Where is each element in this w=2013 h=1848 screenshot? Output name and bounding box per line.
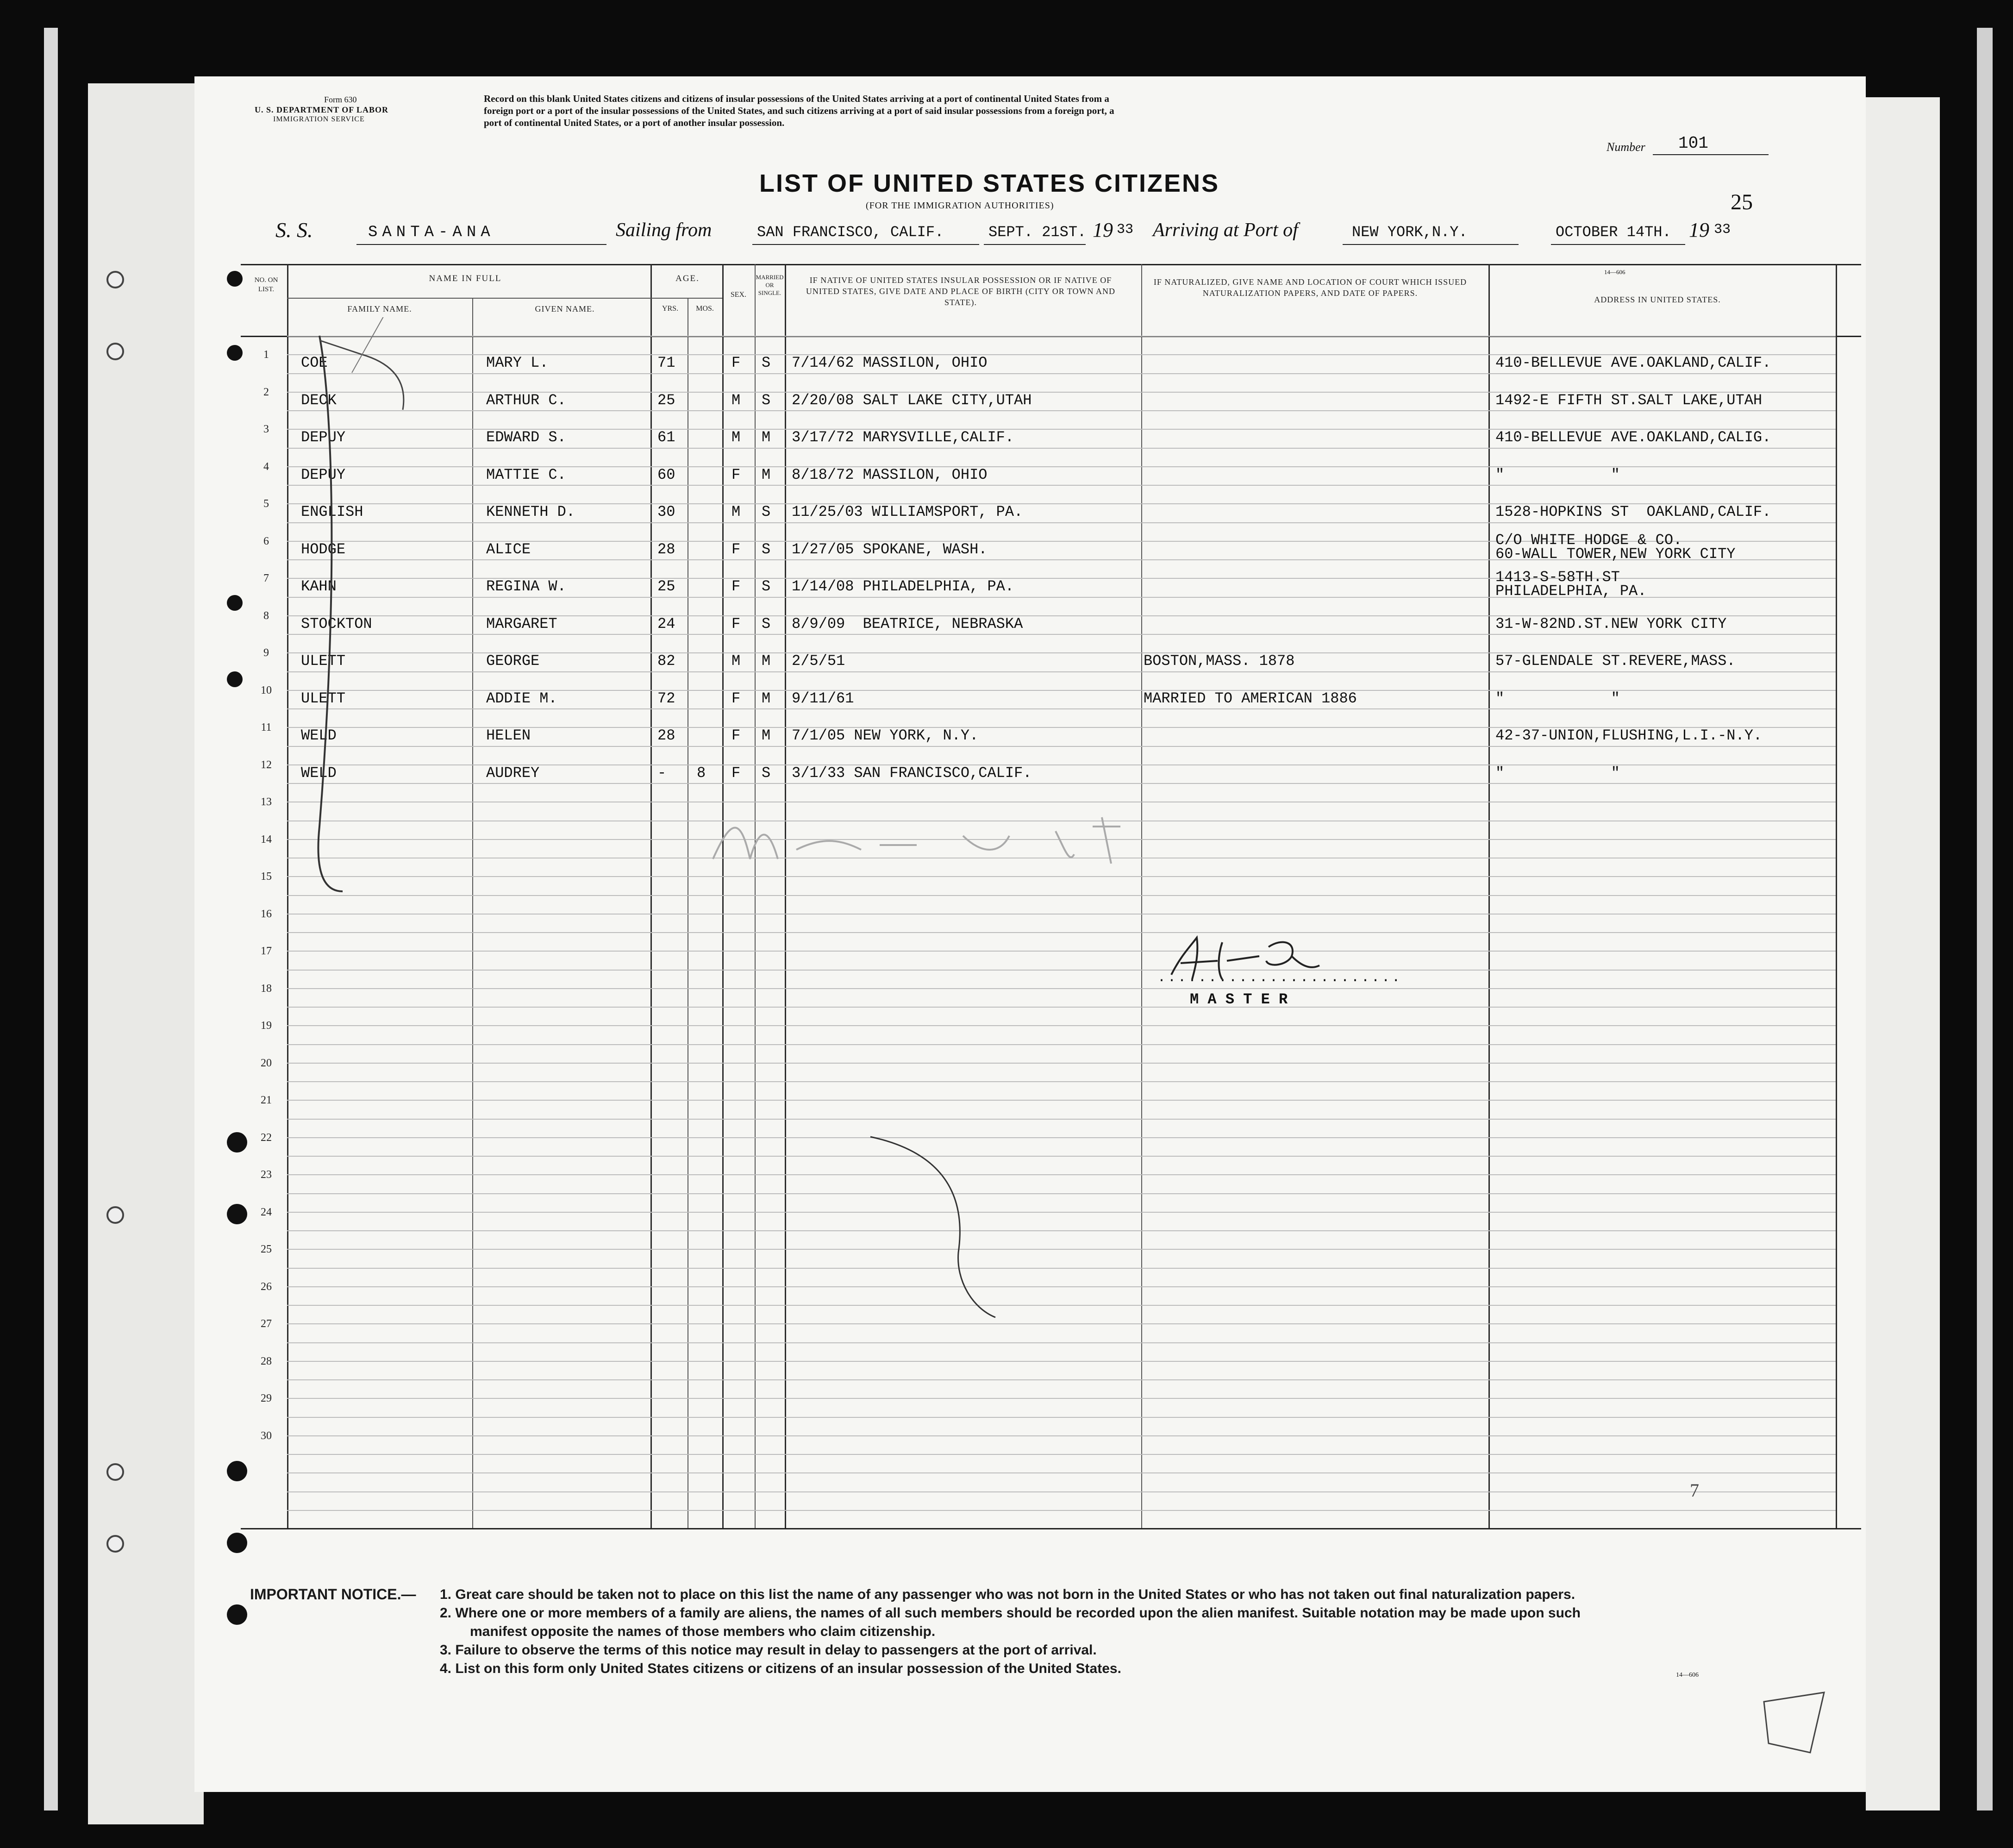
age-subhead-rule: [650, 298, 722, 299]
given-name-cell: ADDIE M.: [486, 689, 557, 707]
marital-status-cell: S: [762, 391, 771, 409]
binder-hole: [106, 343, 124, 360]
ruled-line: [287, 373, 1836, 374]
given-name-cell: KENNETH D.: [486, 503, 575, 520]
ruled-line: [287, 1454, 1836, 1455]
address-cell-line-2: 60-WALL TOWER,NEW YORK CITY: [1495, 545, 1736, 563]
naturalization-cell: MARRIED TO AMERICAN 1886: [1144, 689, 1357, 707]
ruled-line: [287, 671, 1836, 672]
family-name-cell: DECK: [301, 391, 337, 409]
sex-cell: F: [731, 354, 741, 371]
sex-cell: F: [731, 689, 741, 707]
given-name-cell: MARGARET: [486, 615, 557, 633]
marital-status-cell: M: [762, 429, 771, 446]
ruled-line: [287, 1323, 1836, 1324]
arrival-date: OCTOBER 14TH.: [1556, 224, 1671, 241]
form-sheet: [194, 76, 1866, 1792]
birth-date-place-cell: 7/1/05 NEW YORK, N.Y.: [792, 727, 979, 744]
age-years-cell: 72: [657, 689, 675, 707]
given-name-cell: HELEN: [486, 727, 531, 744]
signature-dots: ........................: [1157, 970, 1402, 986]
row-number: 26: [261, 1280, 272, 1293]
col-rule: [1836, 264, 1837, 1528]
marital-status-cell: S: [762, 764, 771, 782]
given-name-cell: EDWARD S.: [486, 429, 566, 446]
birth-date-place-cell: 9/11/61: [792, 689, 854, 707]
sailing-date-underline: [984, 244, 1086, 245]
punch-hole: [227, 1604, 247, 1625]
row-number: 9: [263, 647, 269, 659]
family-name-cell: KAHN: [301, 578, 337, 595]
birth-date-place-cell: 3/17/72 MARYSVILLE,CALIF.: [792, 429, 1014, 446]
ruled-line: [287, 1510, 1836, 1511]
year-prefix-2: 19: [1689, 219, 1709, 241]
row-number: 17: [261, 945, 272, 957]
ruled-line: [287, 1063, 1836, 1064]
row-number: 15: [261, 871, 272, 883]
age-years-cell: 24: [657, 615, 675, 633]
binder-hole: [106, 271, 124, 288]
port-underline: [1343, 244, 1519, 245]
marital-status-cell: M: [762, 466, 771, 483]
arriving-label: Arriving at Port of: [1153, 219, 1298, 241]
given-name-cell: ARTHUR C.: [486, 391, 566, 409]
age-years-cell: 82: [657, 652, 675, 670]
col-header-sex: SEX.: [730, 291, 747, 299]
col-header-age: AGE.: [675, 274, 700, 283]
margin-mark: 7: [1690, 1480, 1699, 1501]
ruled-line: [287, 1007, 1836, 1008]
marital-status-cell: S: [762, 354, 771, 371]
table-top-rule: [241, 264, 1861, 265]
sailing-year: 33: [1117, 222, 1134, 238]
ship-name: SANTA-ANA: [368, 224, 495, 241]
given-name-cell: AUDREY: [486, 764, 540, 782]
row-number: 13: [261, 796, 272, 808]
family-name-cell: DEPUY: [301, 429, 346, 446]
birth-date-place-cell: 1/27/05 SPOKANE, WASH.: [792, 540, 988, 558]
number-underline: [1653, 154, 1769, 155]
notice-item-4: 4. List on this form only United States citizens or citizens of an insular possession of the United States.: [440, 1661, 1121, 1676]
arriving-port: NEW YORK,N.Y.: [1352, 224, 1468, 241]
address-cell: 1413-S-58TH.ST: [1495, 569, 1620, 586]
naturalization-cell: BOSTON,MASS. 1878: [1144, 652, 1295, 670]
sex-cell: M: [731, 652, 741, 670]
sex-cell: M: [731, 503, 741, 520]
age-years-cell: 60: [657, 466, 675, 483]
row-number: 6: [263, 535, 269, 547]
age-years-cell: 61: [657, 429, 675, 446]
notice-item-2a: 2. Where one or more members of a family are aliens, the names of all such members should be recorded upon the alien manifest. Suitable notation may be made upon such: [440, 1605, 1581, 1621]
row-number: 28: [261, 1355, 272, 1367]
punch-hole: [227, 1204, 247, 1224]
col-header-mos: MOS.: [696, 305, 714, 313]
punch-hole: [227, 1533, 247, 1553]
address-cell: 31-W-82ND.ST.NEW YORK CITY: [1495, 615, 1727, 633]
marital-status-cell: M: [762, 727, 771, 744]
col-header-yrs: YRS.: [662, 305, 679, 313]
row-number: 21: [261, 1094, 272, 1106]
ruled-line: [287, 1212, 1836, 1213]
row-number: 30: [261, 1429, 272, 1442]
notice-item-2b: manifest opposite the names of those members who claim citizenship.: [470, 1624, 936, 1639]
sailing-from: SAN FRANCISCO, CALIF.: [757, 224, 944, 241]
address-cell-line-2: PHILADELPHIA, PA.: [1495, 583, 1647, 600]
address-cell: " ": [1495, 466, 1620, 483]
ruled-line: [287, 1174, 1836, 1175]
ruled-line: [287, 485, 1836, 486]
number-value: 101: [1678, 134, 1708, 153]
marital-status-cell: M: [762, 652, 771, 670]
ruled-line: [287, 1249, 1836, 1250]
ruled-line: [287, 783, 1836, 784]
sailing-underline: [752, 244, 979, 245]
given-name-cell: MATTIE C.: [486, 466, 566, 483]
backing-page-right: [1866, 97, 1940, 1810]
address-cell: C/O WHITE HODGE & CO.: [1495, 531, 1682, 549]
backing-page: [88, 83, 204, 1824]
corner-stamp-mark: [1759, 1688, 1833, 1757]
ruled-line: [287, 1025, 1836, 1026]
given-name-cell: GEORGE: [486, 652, 540, 670]
ruled-line: [287, 1119, 1836, 1120]
row-number: 18: [261, 982, 272, 995]
address-cell: 1492-E FIFTH ST.SALT LAKE,UTAH: [1495, 391, 1763, 409]
family-name-cell: ULETT: [301, 689, 346, 707]
form-number: Form 630: [324, 95, 357, 104]
address-cell: 410-BELLEVUE AVE.OAKLAND,CALIF.: [1495, 354, 1771, 371]
ruled-line: [287, 1230, 1836, 1231]
row-number: 1: [263, 349, 269, 361]
row-number: 2: [263, 386, 269, 398]
col-rule: [785, 264, 786, 1528]
col-header-native: IF NATIVE OF UNITED STATES INSULAR POSSESSION OR IF NATIVE OF UNITED STATES, GIVE DATE AND PLACE OF BIRTH (CITY OR TOWN AND STATE).: [806, 276, 1116, 307]
row-number: 22: [261, 1131, 272, 1144]
address-cell: " ": [1495, 689, 1620, 707]
year-prefix-1: 19: [1093, 219, 1113, 241]
marital-status-cell: S: [762, 615, 771, 633]
ruled-line: [287, 336, 1836, 337]
col-header-naturalized: IF NATURALIZED, GIVE NAME AND LOCATION OF COURT WHICH ISSUED NATURALIZATION PAPERS, AND DATE OF PAPERS.: [1153, 277, 1467, 298]
ruled-line: [287, 988, 1836, 989]
ss-label: S. S.: [275, 218, 313, 242]
ruled-line: [287, 1044, 1836, 1045]
sailing-date: SEPT. 21ST.: [988, 224, 1087, 241]
address-cell: 1528-HOPKINS ST OAKLAND,CALIF.: [1495, 503, 1771, 520]
family-name-cell: DEPUY: [301, 466, 346, 483]
age-years-cell: 28: [657, 727, 675, 744]
table-bottom-rule: [241, 1528, 1861, 1529]
notice-item-3: 3. Failure to observe the terms of this notice may result in delay to passengers at the port of arrival.: [440, 1642, 1097, 1658]
sex-cell: F: [731, 578, 741, 595]
row-number: 4: [263, 460, 269, 473]
print-code-top: 14—606: [1604, 269, 1625, 276]
binder-hole: [106, 1535, 124, 1553]
col-rule: [722, 264, 724, 1528]
ruled-line: [287, 708, 1836, 709]
col-rule: [472, 298, 473, 1528]
arrival-date-underline: [1551, 244, 1685, 245]
punch-hole: [227, 595, 243, 611]
birth-date-place-cell: 11/25/03 WILLIAMSPORT, PA.: [792, 503, 1023, 520]
ruled-line: [287, 970, 1836, 971]
birth-date-place-cell: 2/5/51: [792, 652, 845, 670]
binder-hole: [106, 1206, 124, 1224]
marital-status-cell: S: [762, 578, 771, 595]
col-header-name: NAME IN FULL: [429, 274, 502, 283]
col-header-given: GIVEN NAME.: [535, 304, 595, 313]
ruled-line: [287, 1305, 1836, 1306]
birth-date-place-cell: 8/9/09 BEATRICE, NEBRASKA: [792, 615, 1023, 633]
marital-status-cell: M: [762, 689, 771, 707]
given-name-cell: REGINA W.: [486, 578, 566, 595]
row-number: 27: [261, 1318, 272, 1330]
col-rule: [650, 264, 652, 1528]
sex-cell: M: [731, 429, 741, 446]
ruled-line: [287, 1268, 1836, 1269]
ruled-line: [287, 1286, 1836, 1287]
faint-pencil-annotation: [704, 808, 1259, 877]
row-number: 19: [261, 1020, 272, 1032]
film-left-strip: [44, 28, 58, 1810]
age-months-cell: 8: [697, 764, 706, 782]
ruled-line: [287, 1361, 1836, 1362]
instructions-line-3: port of continental United States, or a port of another insular possession.: [484, 117, 785, 128]
row-number: 23: [261, 1169, 272, 1181]
sex-cell: F: [731, 615, 741, 633]
row-number: 16: [261, 908, 272, 920]
col-header-address: ADDRESS IN UNITED STATES.: [1594, 295, 1721, 304]
family-name-cell: WELD: [301, 727, 337, 744]
row-number: 12: [261, 758, 272, 771]
row-number: 8: [263, 609, 269, 622]
sex-cell: F: [731, 540, 741, 558]
print-code-bottom: 14—606: [1676, 1672, 1699, 1679]
row-number: 20: [261, 1057, 272, 1069]
ruled-line: [287, 410, 1836, 411]
row-number: 3: [263, 423, 269, 435]
address-cell: 410-BELLEVUE AVE.OAKLAND,CALIG.: [1495, 429, 1771, 446]
birth-date-place-cell: 7/14/62 MASSILON, OHIO: [792, 354, 988, 371]
age-years-cell: -: [657, 764, 667, 782]
age-years-cell: 30: [657, 503, 675, 520]
family-name-cell: COE: [301, 354, 328, 371]
ruled-line: [287, 1435, 1836, 1436]
col-header-family: FAMILY NAME.: [347, 304, 412, 313]
row-number: 14: [261, 833, 272, 846]
ruled-line: [287, 746, 1836, 747]
marital-status-cell: S: [762, 540, 771, 558]
sex-cell: M: [731, 391, 741, 409]
number-label: Number: [1607, 140, 1645, 154]
row-number: 24: [261, 1206, 272, 1218]
age-years-cell: 71: [657, 354, 675, 371]
col-rule: [1488, 264, 1490, 1528]
age-years-cell: 25: [657, 391, 675, 409]
row-number: 10: [261, 684, 272, 696]
ruled-line: [287, 1193, 1836, 1194]
arrival-year: 33: [1714, 222, 1731, 238]
pencil-stroke-mark: [866, 1132, 1014, 1327]
given-name-cell: MARY L.: [486, 354, 549, 371]
age-years-cell: 25: [657, 578, 675, 595]
punch-hole: [227, 1461, 247, 1481]
department-label: U. S. DEPARTMENT OF LABOR: [255, 105, 389, 114]
ruled-line: [287, 932, 1836, 933]
ruled-line: [287, 1417, 1836, 1418]
document-title: LIST OF UNITED STATES CITIZENS: [759, 169, 1219, 197]
ruled-line: [287, 1137, 1836, 1138]
document-subtitle: (FOR THE IMMIGRATION AUTHORITIES): [866, 200, 1054, 211]
master-label: M A S T E R: [1190, 991, 1288, 1008]
col-rule: [755, 264, 756, 1528]
family-name-cell: ULETT: [301, 652, 346, 670]
ruled-line: [287, 1379, 1836, 1380]
birth-date-place-cell: 1/14/08 PHILADELPHIA, PA.: [792, 578, 1014, 595]
ruled-line: [287, 951, 1836, 952]
ruled-line: [287, 914, 1836, 915]
ruled-line: [287, 634, 1836, 635]
sex-cell: F: [731, 764, 741, 782]
col-header-married: MARRIED OR SINGLE.: [756, 274, 784, 296]
binder-hole: [106, 1463, 124, 1481]
address-cell: " ": [1495, 764, 1620, 782]
pencil-bracket-mark: [255, 317, 421, 928]
punch-hole: [227, 671, 243, 687]
age-years-cell: 28: [657, 540, 675, 558]
row-number: 11: [261, 721, 272, 733]
row-number: 29: [261, 1392, 272, 1404]
ruled-line: [287, 1491, 1836, 1492]
marital-status-cell: S: [762, 503, 771, 520]
address-cell: 57-GLENDALE ST.REVERE,MASS.: [1495, 652, 1736, 670]
name-subhead-rule: [287, 298, 650, 299]
given-name-cell: ALICE: [486, 540, 531, 558]
film-right-strip: [1977, 28, 1993, 1810]
row-number: 25: [261, 1243, 272, 1255]
punch-hole: [227, 271, 243, 287]
ruled-line: [287, 1472, 1836, 1473]
ruled-line: [287, 1081, 1836, 1082]
col-header-no: NO. ON LIST.: [254, 276, 278, 293]
family-name-cell: ENGLISH: [301, 503, 363, 520]
family-name-cell: STOCKTON: [301, 615, 372, 633]
ruled-line: [287, 1342, 1836, 1343]
ruled-line: [287, 1100, 1836, 1101]
notice-item-1: 1. Great care should be taken not to place on this list the name of any passenger who was not born in the United States or who has not taken out final naturalization papers.: [440, 1587, 1575, 1602]
instructions-line-1: Record on this blank United States citizens and citizens of insular possessions of the United States arriving at a port of continental United States from a: [484, 93, 1109, 104]
ruled-line: [287, 522, 1836, 523]
ruled-line: [287, 448, 1836, 449]
instructions-line-2: foreign port or a port of the insular possessions of the United States, and such citizens arriving at a port of said insular possessions from a foreign port, a: [484, 105, 1114, 116]
notice-heading: IMPORTANT NOTICE.—: [250, 1586, 416, 1603]
row-number: 7: [263, 572, 269, 584]
ruled-line: [287, 1156, 1836, 1157]
family-name-cell: HODGE: [301, 540, 346, 558]
ruled-line: [287, 1398, 1836, 1399]
family-name-cell: WELD: [301, 764, 337, 782]
birth-date-place-cell: 3/1/33 SAN FRANCISCO,CALIF.: [792, 764, 1032, 782]
address-cell: 42-37-UNION,FLUSHING,L.I.-N.Y.: [1495, 727, 1763, 744]
birth-date-place-cell: 2/20/08 SALT LAKE CITY,UTAH: [792, 391, 1032, 409]
row-number: 5: [263, 498, 269, 510]
service-label: IMMIGRATION SERVICE: [273, 115, 365, 123]
page-number: 25: [1731, 190, 1753, 214]
punch-hole: [227, 1132, 247, 1153]
ship-underline: [356, 244, 606, 245]
birth-date-place-cell: 8/18/72 MASSILON, OHIO: [792, 466, 988, 483]
col-rule: [1141, 264, 1142, 1528]
sex-cell: F: [731, 727, 741, 744]
ruled-line: [287, 895, 1836, 896]
sex-cell: F: [731, 466, 741, 483]
sailing-label: Sailing from: [616, 219, 712, 241]
punch-hole: [227, 345, 243, 361]
